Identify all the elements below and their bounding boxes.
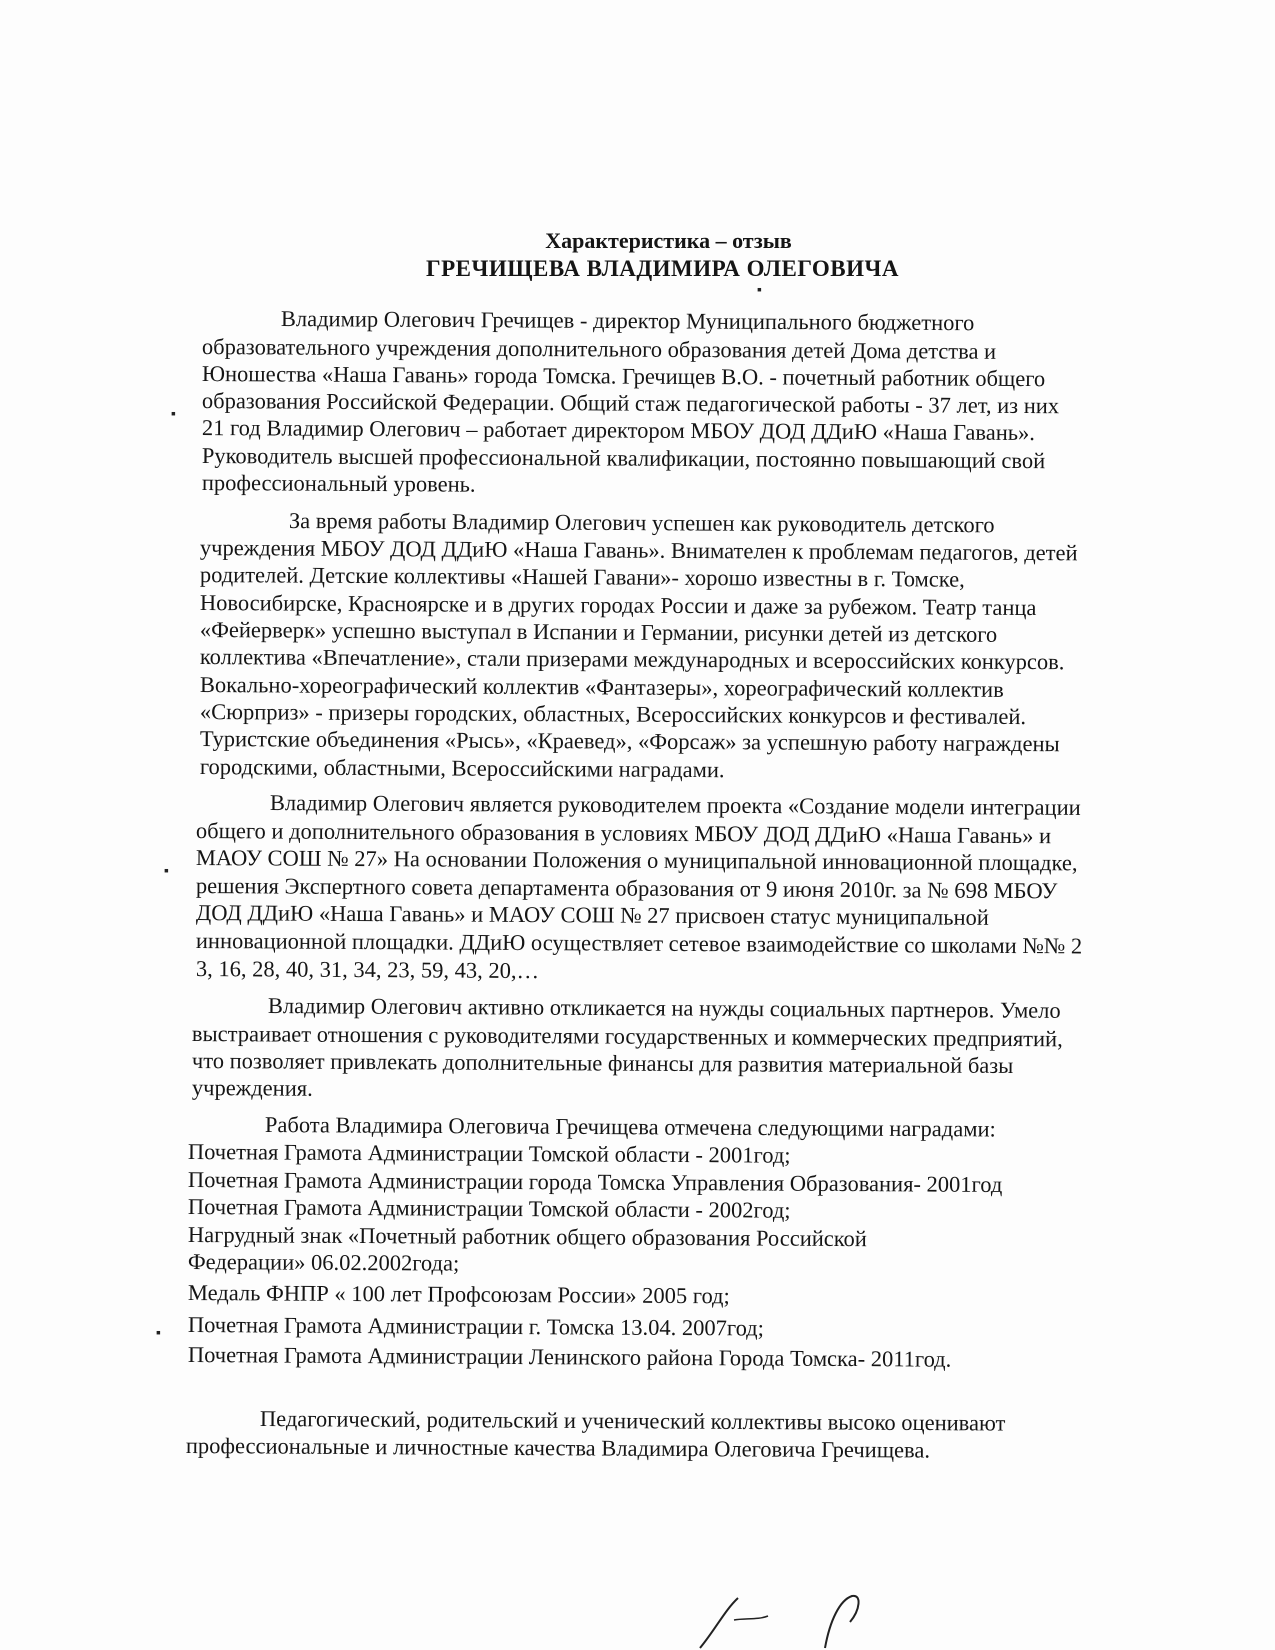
award-line: Почетная Грамота Администрации Томской области - 2002год;	[187, 1194, 791, 1223]
text-line: Владимир Олегович активно откликается на нужды социальных партнеров. Умело	[267, 993, 1061, 1023]
closing-line: Педагогический, родительский и ученический коллективы высоко оценивают	[259, 1406, 1006, 1436]
award-line: Федерации» 06.02.2002года;	[187, 1249, 460, 1276]
text-line: Вокально-хореографический коллектив «Фантазеры», хореографический коллектив	[199, 672, 1004, 702]
text-line: За время работы Владимир Олегович успешен как руководитель детского	[288, 508, 995, 538]
text-line: Новосибирске, Красноярске и в других городах России и даже за рубежом. Театр танца	[199, 590, 1037, 621]
award-line: Почетная Грамота Администрации Ленинского района Города Томска- 2011год.	[187, 1342, 952, 1372]
text-line: ДОД ДДиЮ «Наша Гавань» и МАОУ СОШ № 27 присвоен статус муниципальной	[195, 900, 989, 930]
text-line: образовательного учреждения дополнительного образования детей Дома детства и	[201, 334, 997, 364]
text-line: Руководитель высшей профессиональной квалификации, постоянно повышающий свой	[201, 443, 1046, 474]
document-title: Характеристика – отзыв	[545, 228, 792, 253]
text-line: «Фейерверк» успешно выступал в Испании и Германии, рисунки детей из детского	[199, 617, 998, 647]
scan-dot: ▪	[757, 283, 762, 298]
document-subject-name: ГРЕЧИЩЕВА ВЛАДИМИРА ОЛЕГОВИЧА	[425, 256, 900, 281]
award-line: Почетная Грамота Администрации Томской области - 2001год;	[187, 1139, 791, 1168]
text-line: коллектива «Впечатление», стали призерами международных и всероссийских конкурсов.	[199, 644, 1065, 675]
award-line: Медаль ФНПР « 100 лет Профсоюзам России» 2005 год;	[187, 1280, 730, 1309]
scan-dot: ▪	[156, 1326, 161, 1341]
scan-dot: ▪	[164, 864, 169, 879]
award-line: Нагрудный знак «Почетный работник общего образования Российской	[187, 1222, 867, 1252]
text-line: городскими, областными, Всероссийскими наградами.	[199, 754, 725, 783]
closing-line: профессиональные и личностные качества Владимира Олеговича Гречищева.	[185, 1433, 931, 1463]
text-line: образования Российской Федерации. Общий стаж педагогической работы - 37 лет, из них	[201, 388, 1060, 419]
text-line: Владимир Олегович является руководителем проекта «Создание модели интеграции	[269, 790, 1081, 820]
text-line: профессиональный уровень.	[201, 470, 476, 497]
text-line: общего и дополнительного образования в условиях МБОУ ДОД ДДиЮ «Наша Гавань» и	[195, 818, 1052, 849]
text-line: Владимир Олегович Гречищев - директор Муниципального бюджетного	[280, 306, 975, 336]
text-line: Юношества «Наша Гавань» города Томска. Гречищев В.О. - почетный работник общего	[201, 361, 1046, 392]
text-line: инновационной площадки. ДДиЮ осуществляет сетевое взаимодействие со школами №№ 2	[195, 928, 1083, 959]
text-line: «Сюрприз» - призеры городских, областных, Всероссийских конкурсов и фестивалей.	[199, 699, 1027, 730]
text-line: МАОУ СОШ № 27» На основании Положения о муниципальной инновационной площадке,	[195, 845, 1078, 876]
text-line: 21 год Владимир Олегович – работает директором МБОУ ДОД ДДиЮ «Наша Гавань».	[201, 415, 1036, 446]
signature-mark	[690, 1590, 910, 1650]
scan-dot: ▪	[171, 407, 176, 422]
text-line: родителей. Детские коллективы «Нашей Гавани»- хорошо известны в г. Томске,	[199, 562, 965, 592]
text-line: Работа Владимира Олеговича Гречищева отмечена следующими наградами:	[264, 1112, 996, 1142]
text-line: Туристские объединения «Рысь», «Краевед», «Форсаж» за успешную работу награждены	[199, 726, 1060, 757]
text-line: решения Экспертного совета департамента образования от 9 июня 2010г. за № 698 МБОУ	[195, 873, 1058, 904]
award-line: Почетная Грамота Администрации города Томска Управления Образования- 2001год	[187, 1167, 1003, 1197]
text-line: учреждения.	[191, 1075, 313, 1101]
award-line: Почетная Грамота Администрации г. Томска 13.04. 2007год;	[187, 1312, 765, 1341]
text-line: учреждения МБОУ ДОД ДДиЮ «Наша Гавань». Внимателен к проблемам педагогов, детей	[199, 535, 1078, 566]
text-line: 3, 16, 28, 40, 31, 34, 23, 59, 43, 20,…	[195, 956, 540, 984]
text-line: выстраивает отношения с руководителями государственных и коммерческих предприятий,	[191, 1021, 1063, 1052]
text-line: что позволяет привлекать дополнительные финансы для развития материальной базы	[191, 1048, 1014, 1079]
